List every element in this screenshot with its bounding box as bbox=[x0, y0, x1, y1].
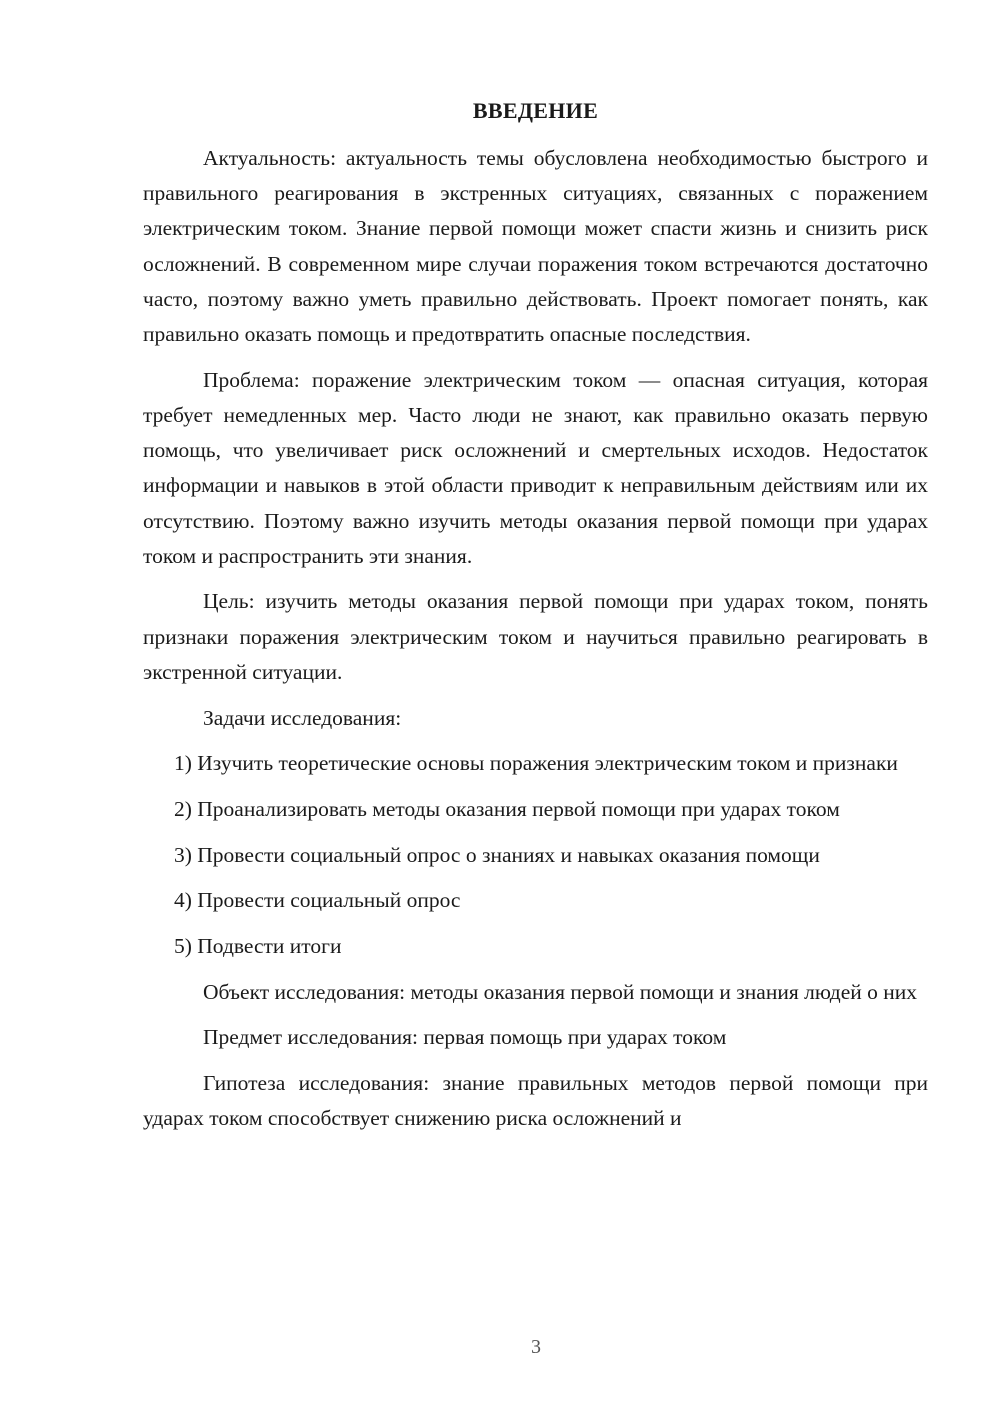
paragraph-relevance: Актуальность: актуальность темы обусловлена необходимостью быстрого и правильного реагирования в экстренных ситуациях, связанных с поражением электрическим током. Знание первой помощи может спасти жизнь и снизить риск осложнений. В современном мире случаи поражения током встречаются достаточно часто, поэтому важно уметь правильно действовать. Проект помогает понять, как правильно оказать помощь и предотвратить опасные последствия. bbox=[143, 146, 928, 347]
task-item-4: 4) Провести социальный опрос bbox=[174, 888, 461, 913]
paragraph-object: Объект исследования: методы оказания первой помощи и знания людей о них bbox=[203, 979, 918, 1004]
task-item-2: 2) Проанализировать методы оказания первой помощи при ударах током bbox=[174, 796, 840, 821]
tasks-heading: Задачи исследования: bbox=[203, 705, 402, 730]
paragraph-problem: Проблема: поражение электрическим током — опасная ситуация, которая требует немедленных мер. Часто люди не знают, как правильно оказать первую помощь, что увеличивает риск осложнений и смертельных исходов. Недостаток информации и навыков в этой области приводит к неправильным действиям или их отсутствию. Поэтому важно изучить методы оказания первой помощи при ударах током и распространить эти знания. bbox=[143, 367, 928, 568]
paragraph-subject: Предмет исследования: первая помощь при ударах током bbox=[203, 1025, 727, 1050]
page-number: 3 bbox=[531, 1336, 541, 1358]
document-body bbox=[143, 141, 928, 1137]
task-item-3: 3) Провести социальный опрос о знаниях и навыках оказания помощи bbox=[174, 842, 820, 867]
paragraph-goal: Цель: изучить методы оказания первой помощи при ударах током, понять признаки поражения электрическим током и научиться правильно реагировать в экстренной ситуации. bbox=[143, 589, 928, 684]
task-item-1: 1) Изучить теоретические основы поражения электрическим током и признаки bbox=[174, 751, 898, 776]
page-title: ВВЕДЕНИЕ bbox=[472, 98, 599, 123]
task-item-5: 5) Подвести итоги bbox=[174, 934, 342, 959]
paragraph-hypothesis: Гипотеза исследования: знание правильных методов первой помощи при ударах током способствует снижению риска осложнений и bbox=[143, 1071, 928, 1131]
